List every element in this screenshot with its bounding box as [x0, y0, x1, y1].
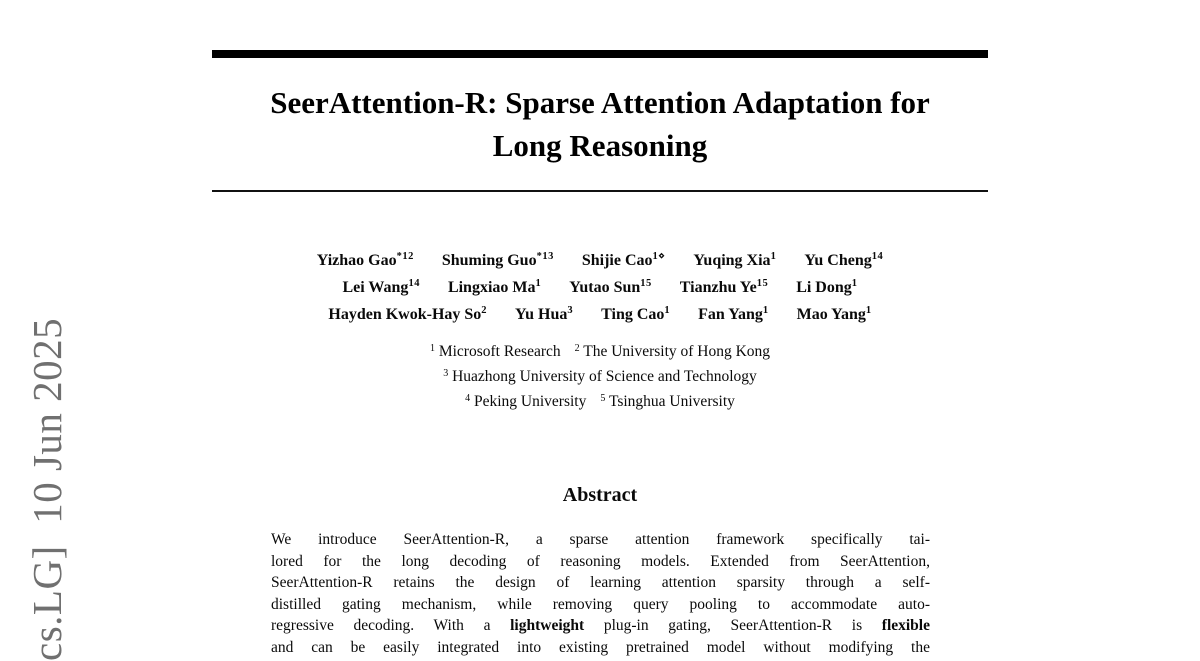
author-name: Yu Hua$^3$ [515, 305, 574, 323]
author-affiliation-sup: *13 [536, 251, 554, 262]
author-affiliation-sup: 1 [535, 278, 542, 289]
author-block [162, 245, 1038, 326]
author-affiliation-sup: 15 [756, 278, 769, 289]
affiliation-block [212, 338, 988, 413]
affiliation-line [212, 338, 988, 363]
author-name: Yu Cheng$^{14}$ [804, 251, 884, 269]
author-name: Hayden Kwok-Hay So$^2$ [328, 305, 488, 323]
affiliation-item: $^5$ Tsinghua University [600, 393, 735, 410]
paper-title-line2: Long Reasoning [492, 128, 708, 163]
author-affiliation-sup: 1 [865, 305, 872, 316]
paper-title-line1: SeerAttention-R: Sparse Attention Adaptation for [270, 85, 930, 120]
abstract-text [271, 529, 930, 658]
abstract-line: SeerAttention-R retains the design of learning attention sparsity through a self- [271, 574, 930, 591]
author-name: Tianzhu Ye$^{15}$ [679, 278, 769, 296]
author-affiliation-sup: 1⋄ [652, 251, 666, 262]
affiliation-item: $^1$ Microsoft Research [429, 343, 561, 360]
abstract-line: distilled gating mechanism, while removing query pooling to accommodate auto- [271, 595, 930, 613]
author-name: Fan Yang$^1$ [698, 305, 769, 323]
title-rule-bottom [212, 190, 988, 192]
author-affiliation-sup: 14 [408, 278, 420, 289]
author-affiliation-sup: 1 [770, 251, 777, 262]
abstract-line: regressive decoding. With a lightweight plug-in gating, SeerAttention-R is flexible [271, 617, 930, 634]
author-name: Mao Yang$^1$ [796, 305, 872, 323]
author-name: Yuqing Xia$^1$ [693, 251, 777, 269]
author-affiliation-sup: 14 [871, 251, 884, 262]
author-name: Ting Cao$^1$ [601, 305, 671, 323]
author-row [162, 299, 1038, 326]
author-name: Yutao Sun$^{15}$ [569, 278, 652, 296]
paper-title [212, 81, 988, 167]
author-affiliation-sup: 2 [481, 305, 488, 316]
title-rule-top [212, 50, 988, 58]
abstract-line: and can be easily integrated into existing pretrained model without modifying the [271, 638, 930, 656]
affiliation-line [212, 388, 988, 413]
author-row [162, 245, 1038, 272]
abstract-line: lored for the long decoding of reasoning models. Extended from SeerAttention, [271, 552, 930, 570]
affiliation-item: $^2$ The University of Hong Kong [574, 343, 771, 360]
author-affiliation-sup: 1 [664, 305, 671, 316]
author-name: Shuming Guo$^{*13}$ [441, 251, 554, 269]
author-affiliation-sup: 15 [640, 278, 652, 289]
author-affiliation-sup: *12 [396, 251, 414, 262]
author-affiliation-sup: 1 [762, 305, 769, 316]
affiliation-line [212, 363, 988, 388]
author-affiliation-sup: 1 [851, 278, 858, 289]
affiliation-item: $^4$ Peking University [465, 393, 587, 410]
author-name: Li Dong$^1$ [796, 278, 858, 296]
author-name: Lei Wang$^{14}$ [342, 278, 420, 296]
author-name: Shijie Cao$^{1⋄}$ [581, 251, 666, 269]
abstract-line: We introduce SeerAttention-R, a sparse attention framework specifically tai- [271, 531, 930, 548]
abstract-heading: Abstract [562, 484, 638, 506]
author-name: Yizhao Gao$^{*12}$ [316, 251, 414, 269]
author-affiliation-sup: 3 [567, 305, 574, 316]
author-row [162, 272, 1038, 299]
arxiv-watermark: cs.LG] 10 Jun 2025 [24, 317, 70, 661]
author-name: Lingxiao Ma$^1$ [447, 278, 542, 296]
affiliation-item: $^3$ Huazhong University of Science and Technology [443, 368, 757, 385]
